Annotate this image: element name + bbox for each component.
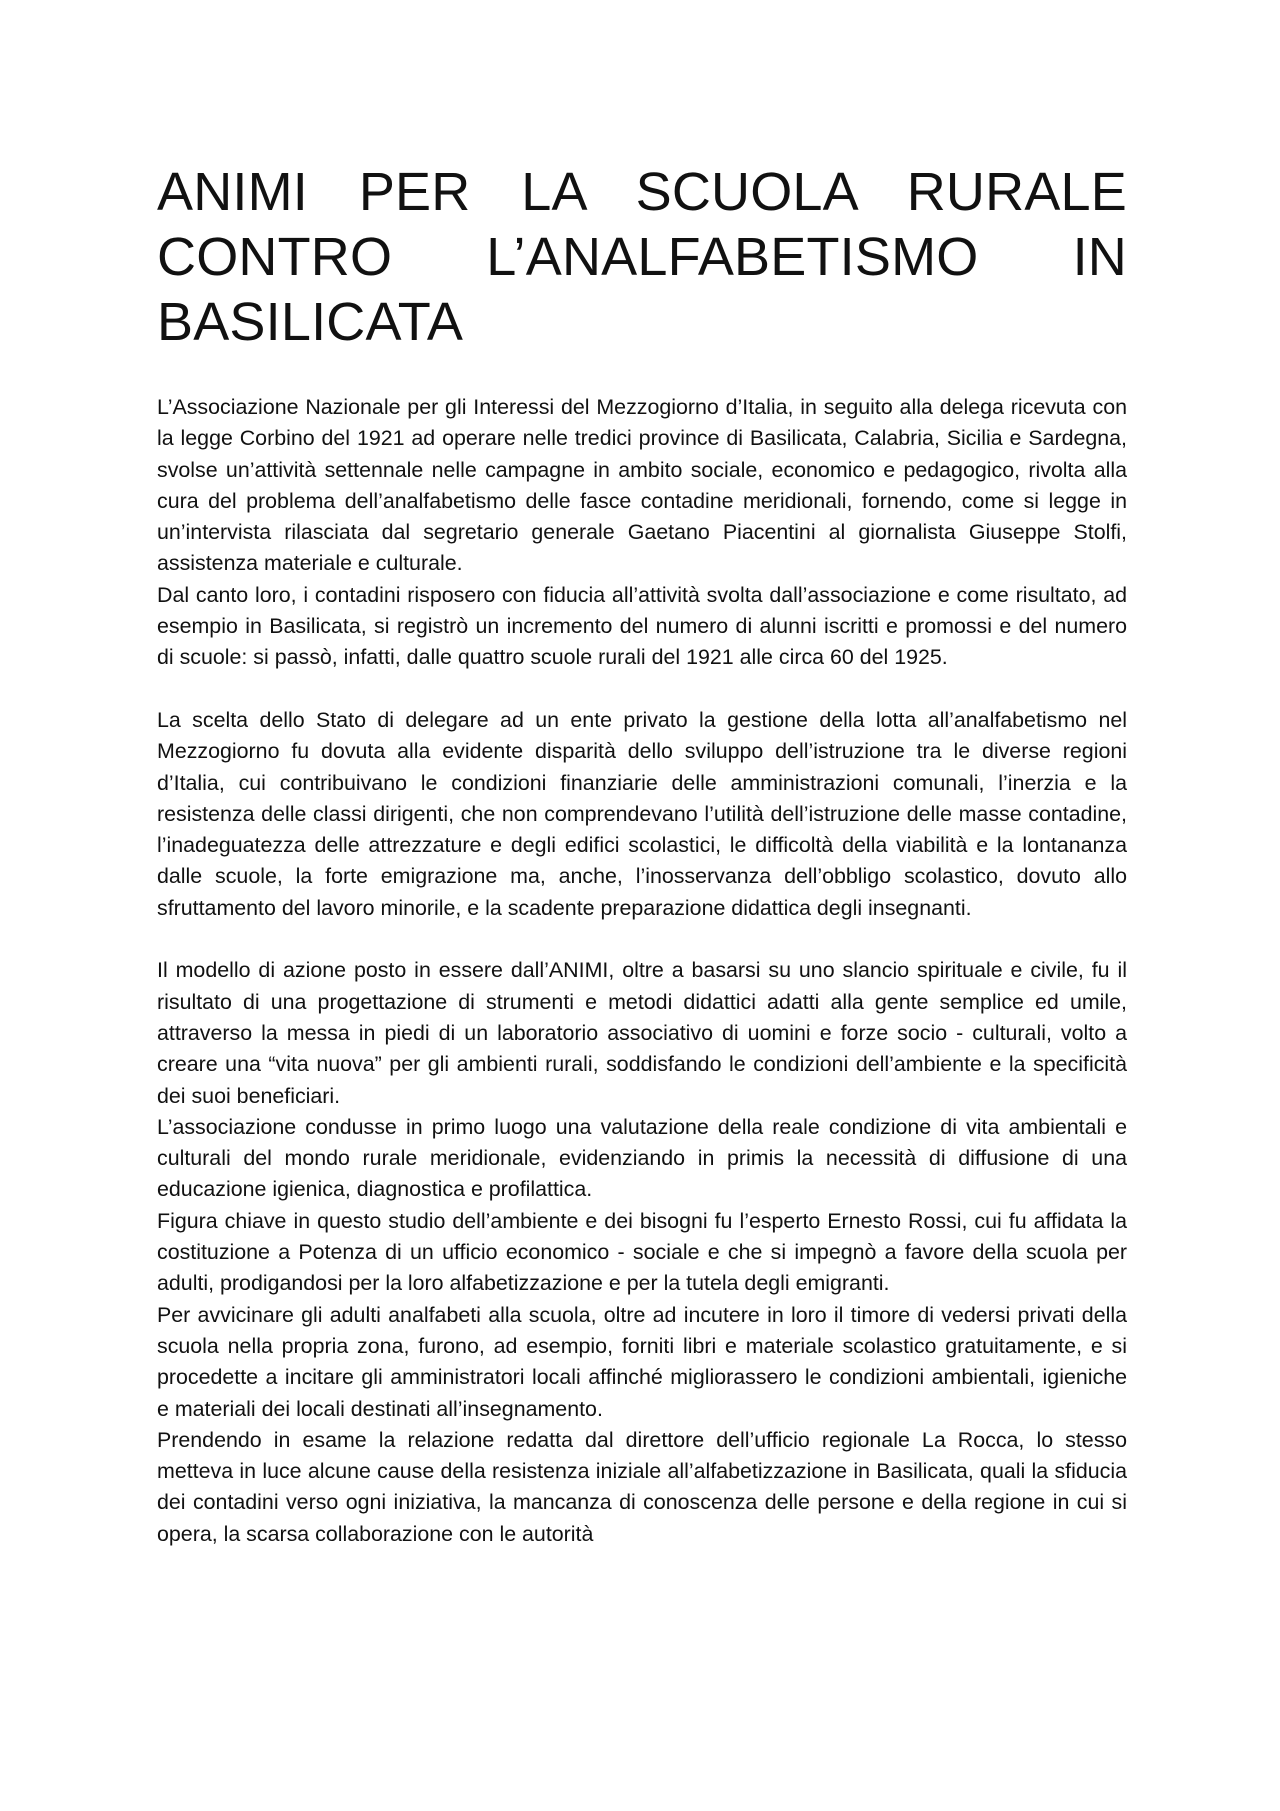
document-page [157, 160, 1127, 1550]
paragraph-7: Per avvicinare gli adulti analfabeti alla scuola, oltre ad incutere in loro il timore di vedersi privati della scuola nella propria zona, furono, ad esempio, forniti libri e materiale scolastico gratuitamente, e si procedette a incitare gli amministratori locali affinché migliorassero le condizioni ambientali, igieniche e materiali dei locali destinati all’insegnamento. [157, 1302, 1127, 1421]
paragraph-4: Il modello di azione posto in essere dall’ANIMI, oltre a basarsi su uno slancio spirituale e civile, fu il risultato di una progettazione di strumenti e metodi didattici adatti alla gente semplice ed umile, attraverso la messa in piedi di un laboratorio associativo di uomini e forze socio - culturali, volto a creare una “vita nuova” per gli ambienti rurali, soddisfando le condizioni dell’ambiente e la specificità dei suoi beneficiari. [157, 958, 1127, 1108]
paragraph-6: Figura chiave in questo studio dell’ambiente e dei bisogni fu l’esperto Ernesto Rossi, cui fu affidata la costituzione a Potenza di un ufficio economico - sociale e che si impegnò a favore della scuola per adulti, prodigandosi per la loro alfabetizzazione e per la tutela degli emigranti. [157, 1208, 1127, 1296]
document-body [157, 392, 1127, 1550]
paragraph-2: Dal canto loro, i contadini risposero con fiducia all’attività svolta dall’associazione e come risultato, ad esempio in Basilicata, si registrò un incremento del numero di alunni iscritti e promossi e del numero di scuole: si passò, infatti, dalle quattro scuole rurali del 1921 alle circa 60 del 1925. [157, 582, 1127, 670]
paragraph-8: Prendendo in esame la relazione redatta dal direttore dell’ufficio regionale La Rocca, lo stesso metteva in luce alcune cause della resistenza iniziale all’alfabetizzazione in Basilicata, quali la sfiducia dei contadini verso ogni iniziativa, la mancanza di conoscenza delle persone e della regione in cui si opera, la scarsa collaborazione con le autorità [157, 1427, 1127, 1546]
paragraph-5: L’associazione condusse in primo luogo una valutazione della reale condizione di vita ambientali e culturali del mondo rurale meridionale, evidenziando in primis la necessità di diffusione di una educazione igienica, diagnostica e profilattica. [157, 1114, 1127, 1202]
paragraph-3: La scelta dello Stato di delegare ad un ente privato la gestione della lotta all’analfabetismo nel Mezzogiorno fu dovuta alla evidente disparità dello sviluppo dell’istruzione tra le diverse regioni d’Italia, cui contribuivano le condizioni finanziarie delle amministrazioni comunali, l’inerzia e la resistenza delle classi dirigenti, che non comprendevano l’utilità dell’istruzione delle masse contadine, l’inadeguatezza delle attrezzature e degli edifici scolastici, le difficoltà della viabilità e la lontananza dalle scuole, la forte emigrazione ma, anche, l’inosservanza dell’obbligo scolastico, dovuto allo sfruttamento del lavoro minorile, e la scadente preparazione didattica degli insegnanti. [157, 707, 1127, 920]
paragraph-1: L’Associazione Nazionale per gli Interessi del Mezzogiorno d’Italia, in seguito alla delega ricevuta con la legge Corbino del 1921 ad operare nelle tredici province di Basilicata, Calabria, Sicilia e Sardegna, svolse un’attività settennale nelle campagne in ambito sociale, economico e pedagogico, rivolta alla cura del problema dell’analfabetismo delle fasce contadine meridionali, fornendo, come si legge in un’intervista rilasciata dal segretario generale Gaetano Piacentini al giornalista Giuseppe Stolfi, assistenza materiale e culturale. [157, 395, 1127, 576]
document-title: ANIMI PER LA SCUOLA RURALE CONTRO L’ANALFABETISMO IN BASILICATA [157, 162, 1127, 352]
